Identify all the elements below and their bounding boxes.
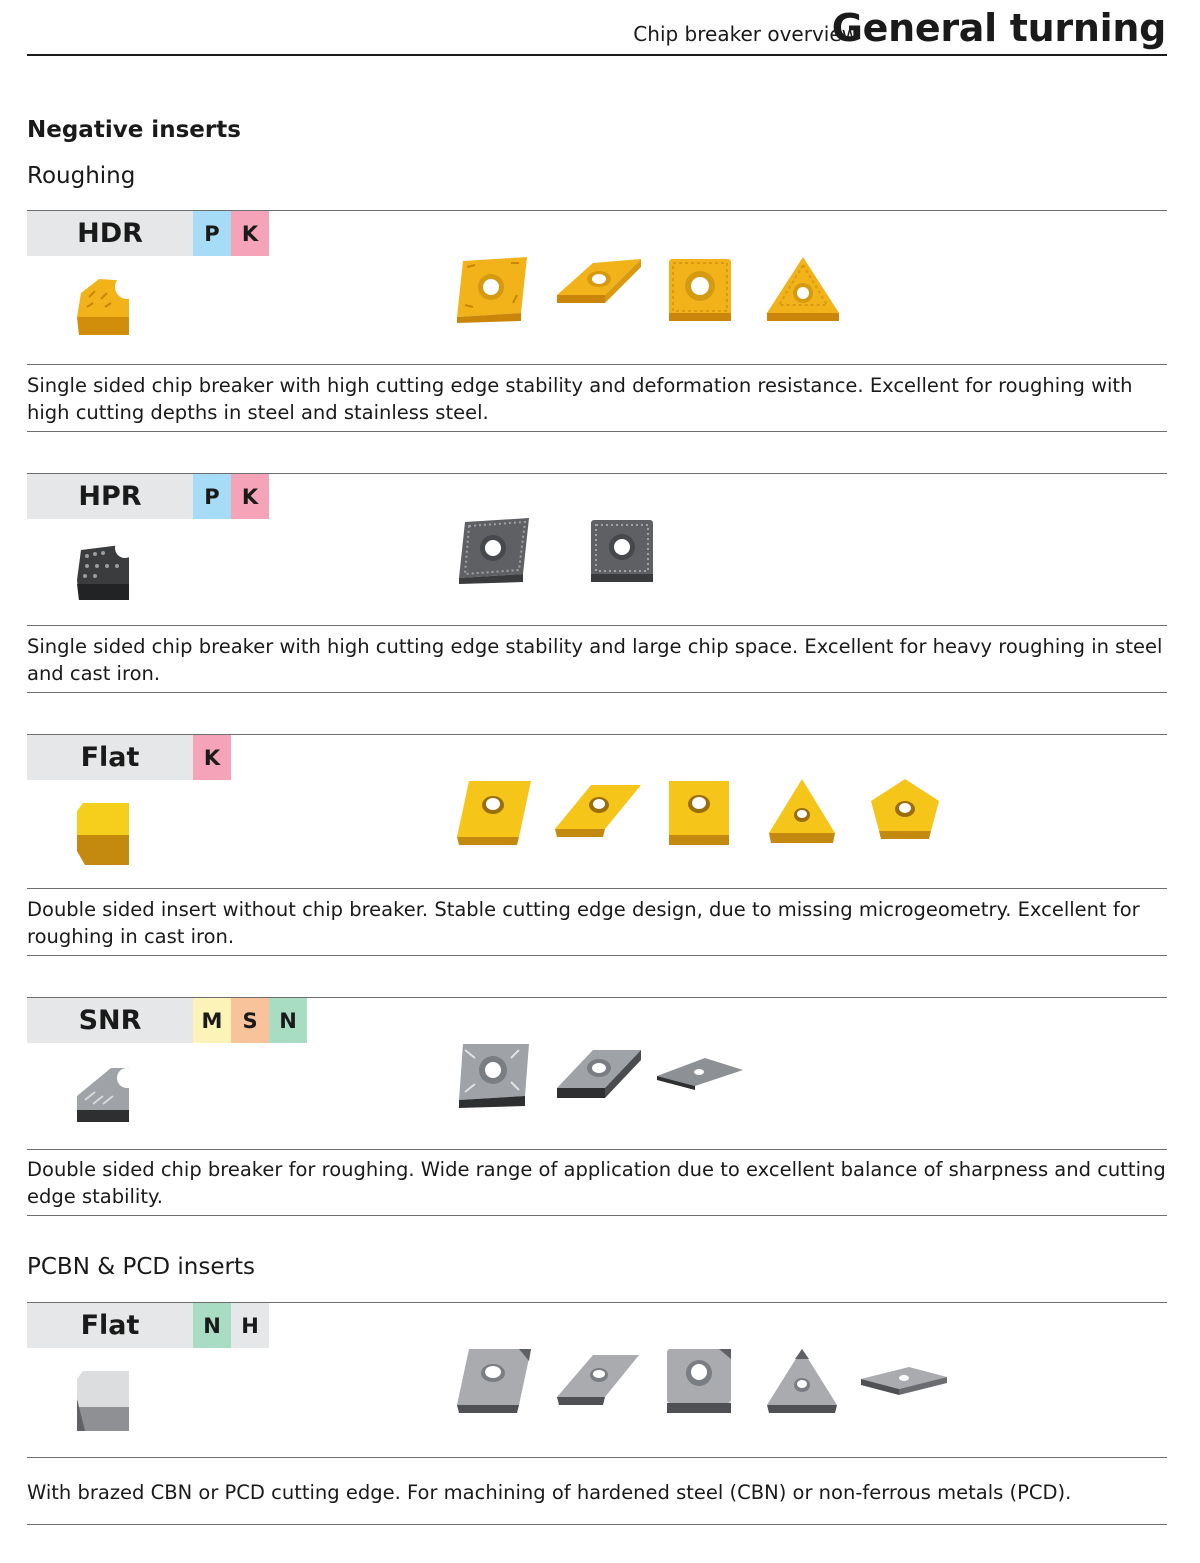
chipbreaker-name: SNR (27, 998, 193, 1043)
chipbreaker-block-hdr (27, 211, 1167, 361)
subhead-roughing: Roughing (27, 163, 136, 189)
insert-dnga-image (553, 1351, 641, 1411)
insert-tnma-image (767, 777, 837, 847)
divider (27, 625, 1167, 626)
insert-snga-image (663, 1345, 735, 1415)
chipbreaker-profile-image (71, 277, 133, 343)
divider (27, 431, 1167, 432)
chipbreaker-name: Flat (27, 735, 193, 780)
insert-snmm-image (587, 516, 657, 584)
insert-vnga-image (859, 1363, 949, 1399)
chipbreaker-block-flat-pcbn (27, 1303, 1167, 1453)
divider (27, 955, 1167, 956)
chipbreaker-name: HPR (27, 474, 193, 519)
material-tag-k: K (231, 211, 269, 256)
divider (27, 1149, 1167, 1150)
divider (27, 1457, 1167, 1458)
chipbreaker-block-snr (27, 998, 1167, 1148)
insert-dnmg-snr-image (553, 1046, 643, 1104)
chipbreaker-description: Double sided chip breaker for roughing. Wide range of application due to excellent balance of sharpness and cutting edge stability. (27, 1158, 1166, 1208)
material-tag-m: M (193, 998, 231, 1043)
insert-dnma-image (551, 779, 643, 841)
chipbreaker-profile-image (71, 1064, 133, 1130)
chipbreaker-block-flat (27, 735, 1167, 885)
chipbreaker-description: With brazed CBN or PCD cutting edge. For machining of hardened steel (CBN) or non-ferrous metals (PCD). (27, 1481, 1072, 1504)
insert-snmg-image (665, 255, 735, 323)
chipbreaker-name: HDR (27, 211, 193, 256)
chipbreaker-name: Flat (27, 1303, 193, 1348)
subhead-pcbn-pcd: PCBN & PCD inserts (27, 1254, 255, 1280)
material-tag-s: S (231, 998, 269, 1043)
material-tag-p: P (193, 211, 231, 256)
divider (27, 364, 1167, 365)
insert-cnmg-snr-image (455, 1040, 531, 1108)
divider (27, 888, 1167, 889)
chipbreaker-description: Single sided chip breaker with high cutting edge stability and deformation resistance. Excellent for roughing with high cutting depths in steel and stainless steel. (27, 374, 1133, 424)
material-tag-p: P (193, 474, 231, 519)
header-subtitle: Chip breaker overview (633, 22, 858, 46)
insert-cnma-image (455, 777, 535, 847)
material-tag-k: K (193, 735, 231, 780)
material-tag-h: H (231, 1303, 269, 1348)
header-title: General turning (831, 6, 1166, 50)
insert-tnmg-image (763, 255, 843, 323)
divider (27, 1215, 1167, 1216)
chipbreaker-description: Single sided chip breaker with high cutting edge stability and large chip space. Excellent for heavy roughing in steel and cast iron. (27, 635, 1163, 685)
insert-wnma-image (869, 777, 941, 843)
header-rule (27, 54, 1167, 56)
divider (27, 1524, 1167, 1525)
chipbreaker-profile-image (71, 540, 133, 606)
chipbreaker-profile-image (71, 801, 133, 867)
material-tag-n: N (193, 1303, 231, 1348)
chipbreaker-description: Double sided insert without chip breaker. Stable cutting edge design, due to missing microgeometry. Excellent for roughing in cast iron. (27, 898, 1140, 948)
insert-cnmg-image (455, 255, 531, 323)
chipbreaker-block-hpr (27, 474, 1167, 624)
chipbreaker-profile-image (71, 1369, 133, 1435)
insert-snma-image (667, 777, 731, 847)
material-tag-k: K (231, 474, 269, 519)
insert-dnmg-image (553, 255, 643, 321)
material-tag-n: N (269, 998, 307, 1043)
insert-tnga-image (765, 1347, 839, 1415)
insert-cnmm-image (457, 516, 533, 584)
section-title: Negative inserts (27, 117, 241, 143)
insert-vnmg-snr-image (655, 1054, 745, 1090)
insert-cnga-image (455, 1345, 535, 1415)
divider (27, 692, 1167, 693)
